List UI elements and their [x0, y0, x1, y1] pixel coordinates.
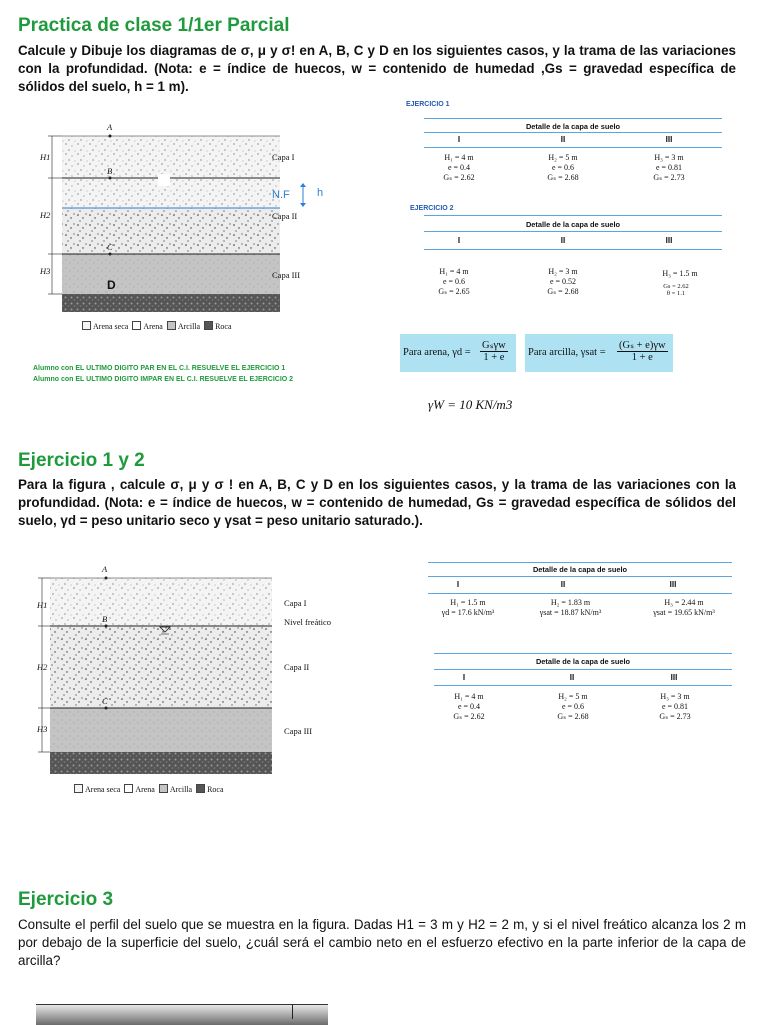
capa-3-label: Capa III [272, 270, 301, 280]
section-2-title: Ejercicio 1 y 2 [18, 450, 145, 471]
formula-numerator: Gₛγw [482, 340, 506, 351]
point-b-label: B [107, 166, 113, 176]
table-title: Detalle de la capa de suelo [535, 657, 631, 666]
cell: H₁ = 4 m [444, 153, 474, 162]
section-3-paragraph: Consulte el perfil del suelo que se muestra en la figura. Dadas H1 = 3 m y H2 = 2 m, y si el nivel freático alcanza los 2 m por debajo de la superficie del suelo, ¿cuál será el cambio neto en el esfuerzo efectivo en la parte inferior de la capa de arcilla? [18, 917, 746, 968]
cell: H₂ = 5 m [548, 153, 578, 162]
legend-item: Roca [207, 785, 224, 794]
h-arrow-icon [302, 183, 304, 205]
cell: e = 0.4 [457, 702, 481, 711]
point-d-label: D [107, 278, 116, 292]
cell: H₁ = 1.5 m [450, 598, 486, 607]
capa-1-label: Capa I [272, 152, 295, 162]
student-instruction-2: Alumno con EL ULTIMO DIGITO IMPAR EN EL C.I. RESUELVE EL EJERCICIO 2 [33, 376, 294, 383]
legend-1 [80, 321, 232, 331]
sand-swatch-icon [124, 784, 133, 793]
formula-numerator: (Gₛ + e)γw [619, 340, 666, 351]
table-title: Detalle de la capa de suelo [525, 122, 621, 131]
table-title: Detalle de la capa de suelo [532, 565, 628, 574]
rock-swatch-icon [204, 321, 213, 330]
legend-item: Arena [135, 785, 155, 794]
legend-item: Arcilla [177, 322, 201, 331]
cell: Gₛ = 2.73 [659, 712, 691, 721]
cell: e = 0.81 [655, 163, 683, 172]
cell: Gₛ = 2.68 [557, 712, 589, 721]
layer-detail-table-a [428, 562, 732, 632]
point-a-label: A [107, 122, 113, 132]
capa-2-label: Capa II [272, 211, 298, 221]
capa-3-label: Capa III [284, 726, 313, 736]
h1-label: H1 [37, 600, 48, 610]
cell: e = 0.6 [551, 163, 575, 172]
cell: H₁ = 4 m [439, 267, 469, 276]
cell: γsat = 18.87 kN/m³ [539, 608, 602, 617]
formula-label: Para arena, γd = [403, 347, 471, 358]
cell: H₁ = 4 m [454, 692, 484, 701]
h-label: h [317, 187, 324, 199]
nivel-freatico-label: Nivel freático [284, 617, 331, 627]
col-header: III [665, 236, 673, 245]
capa-1-label: Capa I [284, 598, 307, 608]
h2-label: H2 [40, 210, 51, 220]
soil-profile-figure-1 [40, 122, 280, 342]
soil-profile-figure-3-partial [36, 1004, 328, 1025]
col-header: II [569, 673, 575, 682]
gamma-w-value: γW = 10 KN/m3 [428, 397, 513, 412]
dry-sand-swatch-icon [74, 784, 83, 793]
h3-label: H3 [40, 266, 51, 276]
col-header: III [665, 135, 673, 144]
cell: Gₛ = 2.65 [438, 287, 470, 296]
legend-item: Arcilla [169, 785, 193, 794]
cell: H₂ = 5 m [558, 692, 588, 701]
legend-2 [72, 784, 224, 794]
cell: Gₛ = 2.62 [453, 712, 485, 721]
cell: H₂ = 1.83 m [550, 598, 591, 607]
cell: H₃ = 1.5 m [662, 269, 698, 278]
cell: γd = 17.6 kN/m³ [441, 608, 495, 617]
soil-profile-figure-2 [36, 566, 286, 781]
cell: Gs = 2.62 [663, 283, 689, 290]
cell: e = 0.6 [442, 277, 466, 286]
point-c-label: C [107, 242, 113, 252]
dry-sand-swatch-icon [82, 321, 91, 330]
h1-label: H1 [40, 152, 51, 162]
ejercicio-1-table [424, 118, 722, 198]
layer-detail-table-b [434, 653, 732, 733]
col-header: I [462, 673, 466, 682]
col-header: II [560, 236, 566, 245]
col-header: III [669, 580, 677, 589]
formula-denominator: 1 + e [483, 352, 505, 363]
cell: Gₛ = 2.73 [653, 173, 685, 182]
clay-swatch-icon [159, 784, 168, 793]
point-a-label: A [102, 564, 108, 574]
ejercicio-1-label: EJERCICIO 1 [406, 101, 450, 108]
nf-label: N.F [272, 189, 290, 201]
formula-label: Para arcilla, γsat = [528, 347, 606, 358]
point-b-label: B [102, 614, 108, 624]
page-title: Practica de clase 1/1er Parcial [18, 15, 290, 36]
cell: H₃ = 2.44 m [664, 598, 704, 607]
cell: e = 0.6 [561, 702, 585, 711]
section-2-paragraph: Para la figura , calcule σ, μ y σ ! en A, B, C y D en los siguientes casos, y la trama de las variaciones con la profundidad. (Nota: e = índice de huecos, w = contenido de humedad, Gs = gravedad específica de sólidos del suelo, γd = peso unitario seco y γsat = peso unitario saturado.). [18, 477, 736, 528]
point-c-label: C [102, 696, 108, 706]
clay-swatch-icon [167, 321, 176, 330]
cell: H₃ = 3 m [654, 153, 684, 162]
h2-label: H2 [37, 662, 48, 672]
cell: e = 0.52 [549, 277, 577, 286]
cell: θ = 1.1 [666, 290, 686, 297]
col-header: II [560, 135, 566, 144]
legend-item: Arena seca [93, 322, 129, 331]
col-header: II [560, 580, 566, 589]
cell: e = 0.81 [661, 702, 689, 711]
legend-item: Roca [215, 322, 232, 331]
ejercicio-2-table [424, 215, 722, 315]
sand-swatch-icon [132, 321, 141, 330]
student-instruction-1: Alumno con EL ULTIMO DIGITO PAR EN EL C.I. RESUELVE EL EJERCICIO 1 [33, 365, 286, 372]
capa-2-label: Capa II [284, 662, 310, 672]
intro-paragraph: Calcule y Dibuje los diagramas de σ, μ y σ! en A, B, C y D en los siguientes casos, y la trama de las variaciones con la profundidad. (Nota: e = índice de huecos, w = contenido de humedad ,Gs = gravedad específica de sólidos del suelo, h = 1 m). [18, 43, 736, 94]
cell: Gₛ = 2.68 [547, 173, 579, 182]
cell: H₂ = 3 m [548, 267, 578, 276]
legend-item: Arena seca [85, 785, 121, 794]
formula-arcilla [525, 334, 673, 372]
h3-label: H3 [37, 724, 48, 734]
col-header: III [670, 673, 678, 682]
cell: γsat = 19.65 kN/m³ [653, 608, 715, 617]
ejercicio-2-label: EJERCICIO 2 [410, 205, 454, 212]
cell: e = 0.4 [447, 163, 471, 172]
cell: Gₛ = 2.62 [443, 173, 475, 182]
col-header: I [457, 135, 461, 144]
formula-denominator: 1 + e [631, 352, 653, 363]
section-3-title: Ejercicio 3 [18, 889, 114, 910]
cell: H₃ = 3 m [660, 692, 690, 701]
legend-item: Arena [143, 322, 163, 331]
formula-arena [400, 334, 516, 372]
table-title: Detalle de la capa de suelo [525, 220, 621, 229]
cell: Gₛ = 2.68 [547, 287, 579, 296]
rock-swatch-icon [196, 784, 205, 793]
col-header: I [456, 580, 460, 589]
col-header: I [457, 236, 461, 245]
